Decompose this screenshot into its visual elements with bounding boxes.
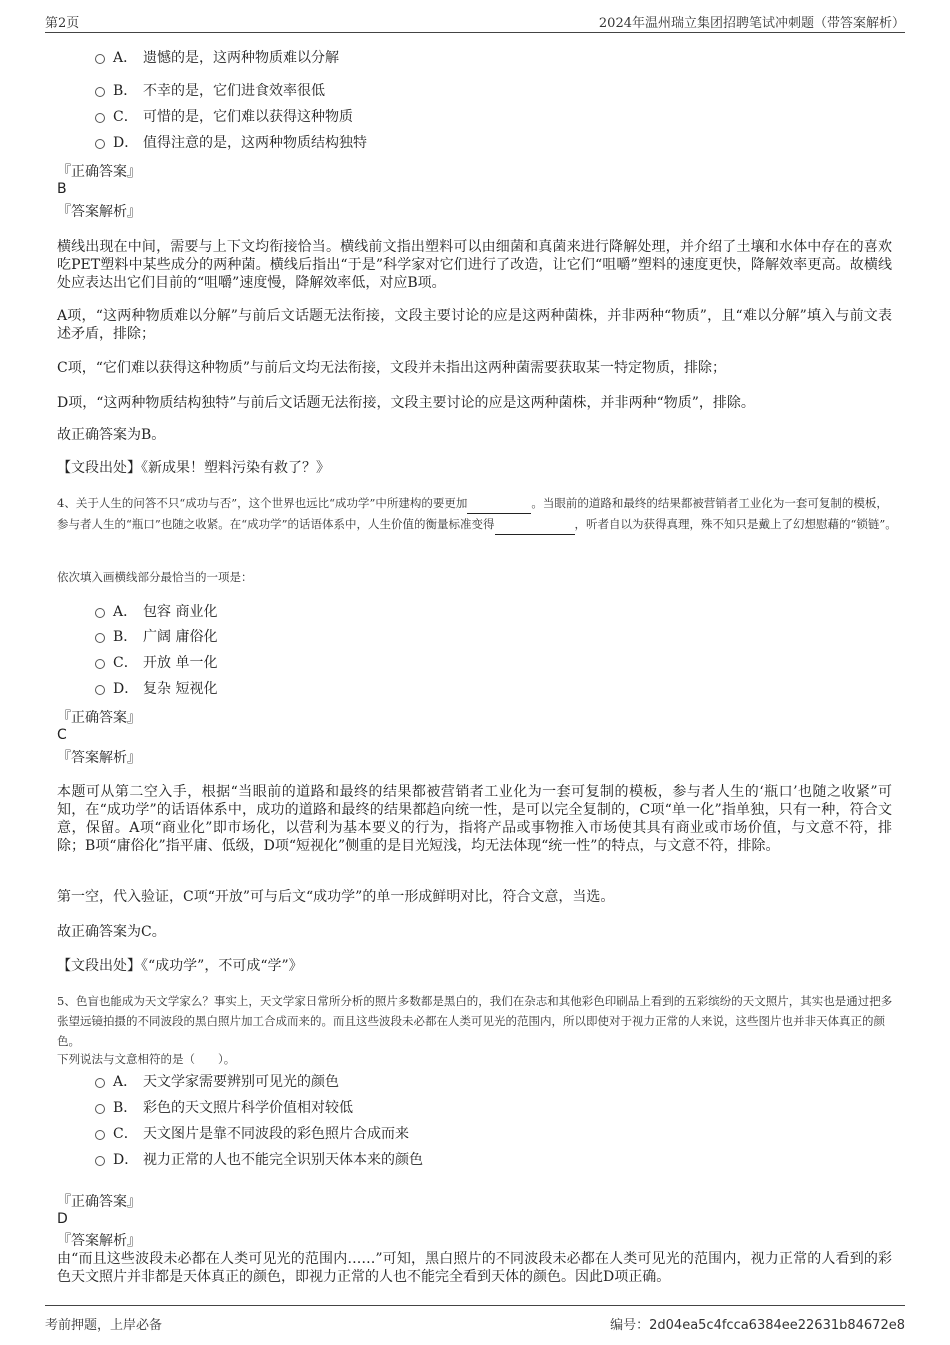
q3-option-c[interactable]: C． 可惜的是，它们难以获得这种物质 <box>95 106 353 128</box>
q4-conclusion: 故正确答案为C。 <box>57 924 166 940</box>
q3-conclusion: 故正确答案为B。 <box>57 427 166 443</box>
q3-analysis-label: 『答案解析』 <box>57 204 141 220</box>
q3-option-a[interactable]: A． 遗憾的是，这两种物质难以分解 <box>95 47 339 69</box>
radio-icon[interactable] <box>95 87 105 97</box>
radio-icon[interactable] <box>95 1078 105 1088</box>
radio-icon[interactable] <box>95 1130 105 1140</box>
radio-icon[interactable] <box>95 659 105 669</box>
page-footer <box>45 1305 905 1336</box>
q5-option-c[interactable]: C． 天文图片是靠不同波段的彩色照片合成而来 <box>95 1123 409 1145</box>
q3-analysis-para: C项，“它们难以获得这种物质”与前后文均无法衔接，文段并未指出这两种菌需要获取某一特定物质，排除； <box>57 360 727 376</box>
q3-option-d[interactable]: D． 值得注意的是，这两种物质结构独特 <box>95 132 367 154</box>
q4-stem: 4、关于人生的问答不只“成功与否”，这个世界也远比“成功学”中所建构的要更加 。当眼前的道路和最终的结果都被营销者工业化为一套可复制的模板，参与者人生的“瓶口”也随之收紧。在“成功学”的话语体系中，人生价值的衡量标准变得 ，听者自以为获得真理，殊不知只是戴上了幻想慰藉的“锁链”。 <box>57 493 897 535</box>
q4-option-a[interactable]: A． 包容 商业化 <box>95 601 217 623</box>
q4-analysis-para: 第一空，代入验证，C项“开放”可与后文“成功学”的单一形成鲜明对比，符合文意，当选。 <box>57 889 615 905</box>
page-number: 第2页 <box>45 16 80 31</box>
page-header <box>45 8 905 33</box>
answer-blank <box>467 493 531 514</box>
q5-analysis-para: 由“而且这些波段未必都在人类可见光的范围内……”可知，黑白照片的不同波段未必都在人类可见光的范围内，视力正常的人看到的彩色天文照片并非都是天体真正的颜色，即视力正常的人也不能完全看到天体的颜色。因此D项正确。 <box>57 1251 892 1285</box>
q4-prompt: 依次填入画横线部分最恰当的一项是： <box>57 570 253 584</box>
answer-blank <box>495 514 575 535</box>
q5-answer: D <box>57 1211 68 1227</box>
q3-answer: B <box>57 181 67 197</box>
q3-option-b[interactable]: B． 不幸的是，它们进食效率很低 <box>95 80 325 102</box>
q4-answer-label: 『正确答案』 <box>57 710 141 726</box>
radio-icon[interactable] <box>95 633 105 643</box>
footer-slogan: 考前押题，上岸必备 <box>45 1318 163 1333</box>
radio-icon[interactable] <box>95 1156 105 1166</box>
q4-source: 【文段出处】《“成功学”，不可成“学”》 <box>57 958 303 974</box>
document-title: 2024年温州瑞立集团招聘笔试冲刺题（带答案解析） <box>598 16 905 31</box>
q3-source: 【文段出处】《新成果！塑料污染有救了？》 <box>57 460 330 476</box>
q5-stem: 5、色盲也能成为天文学家么？事实上，天文学家日常所分析的照片多数都是黑白的，我们在杂志和其他彩色印刷品上看到的五彩缤纷的天文照片，其实也是通过把多张望远镜拍摄的不同波段的黑白照片加工合成而来的。而且这些波段未必都在人类可见光的范围内，所以即使对于视力正常的人来说，这些图片也并非天体真正的颜色。 <box>57 994 893 1048</box>
q5-prompt: 下列说法与文意相符的是（ ）。 <box>57 1052 236 1066</box>
q5-option-d[interactable]: D． 视力正常的人也不能完全识别天体本来的颜色 <box>95 1149 423 1171</box>
q5-option-b[interactable]: B． 彩色的天文照片科学价值相对较低 <box>95 1097 353 1119</box>
radio-icon[interactable] <box>95 54 105 64</box>
radio-icon[interactable] <box>95 113 105 123</box>
q3-analysis-para: A项，“这两种物质难以分解”与前后文话题无法衔接，文段主要讨论的应是这两种菌株，并非两种“物质”，且“难以分解”填入与前文表述矛盾，排除； <box>57 308 892 342</box>
q3-analysis-para: D项，“这两种物质结构独特”与前后文话题无法衔接，文段主要讨论的应是这两种菌株，并非两种“物质”，排除。 <box>57 395 755 411</box>
q5-option-a[interactable]: A． 天文学家需要辨别可见光的颜色 <box>95 1071 339 1093</box>
q3-analysis-para: 横线出现在中间，需要与上下文均衔接恰当。横线前文指出塑料可以由细菌和真菌来进行降解处理，并介绍了土壤和水体中存在的喜欢吃PET塑料中某些成分的两种菌。横线后指出“于是”科学家对它们进行了改造，让它们“咀嚼”塑料的速度更快，降解效率更高。故横线处应表达出它们目前的“咀嚼”速度慢，降解效率低，对应B项。 <box>57 239 892 291</box>
q4-analysis-para: 本题可从第二空入手，根据“当眼前的道路和最终的结果都被营销者工业化为一套可复制的模板，参与者人生的‘瓶口’也随之收紧”可知，在“成功学”的话语体系中，成功的道路和最终的结果都趋向统一性，是可以完全复制的，C项“单一化”指单独，只有一种，符合文意，保留。A项“商业化”即市场化，以营利为基本要义的行为，指将产品或事物推入市场使其具有商业或市场价值，与文意不符，排除；B项“庸俗化”指平庸、低级，D项“短视化”侧重的是目光短浅，均无法体现“统一性”的特点，与文意不符，排除。 <box>57 784 892 854</box>
q4-answer: C <box>57 727 67 743</box>
radio-icon[interactable] <box>95 1104 105 1114</box>
q4-option-c[interactable]: C． 开放 单一化 <box>95 652 217 674</box>
document-code: 编号：2d04ea5c4fcca6384ee22631b84672e8 <box>610 1318 905 1333</box>
q5-answer-label: 『正确答案』 <box>57 1194 141 1210</box>
radio-icon[interactable] <box>95 685 105 695</box>
radio-icon[interactable] <box>95 608 105 618</box>
q4-option-d[interactable]: D． 复杂 短视化 <box>95 678 217 700</box>
q4-analysis-label: 『答案解析』 <box>57 750 141 766</box>
q4-option-b[interactable]: B． 广阔 庸俗化 <box>95 626 217 648</box>
radio-icon[interactable] <box>95 139 105 149</box>
q3-answer-label: 『正确答案』 <box>57 164 141 180</box>
q5-analysis-label: 『答案解析』 <box>57 1233 141 1249</box>
